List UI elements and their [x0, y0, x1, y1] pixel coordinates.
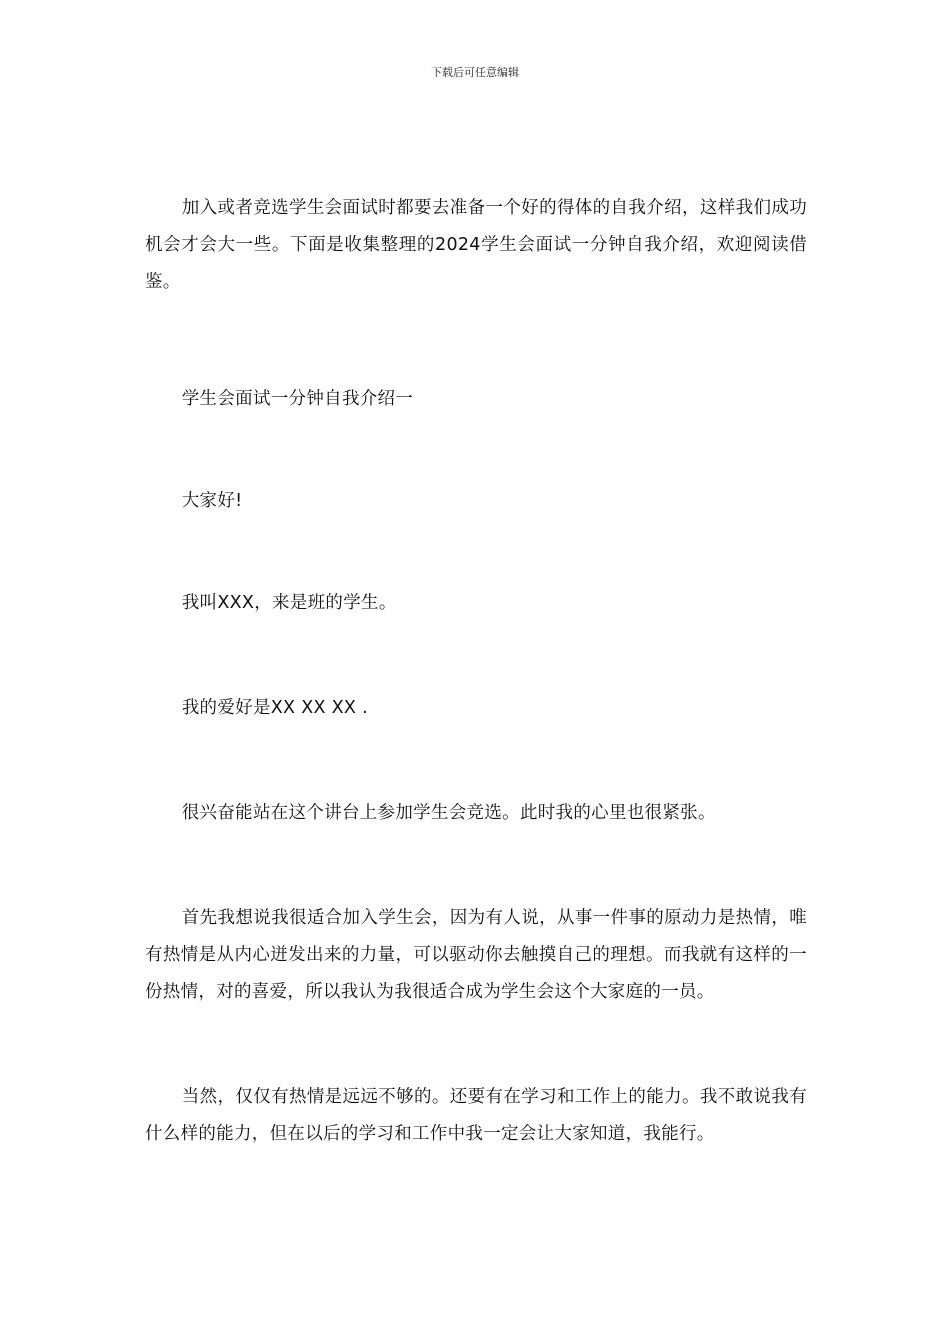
greeting-paragraph: 大家好! — [181, 491, 243, 511]
section-title: 学生会面试一分钟自我介绍一 — [181, 389, 414, 409]
passion-paragraph: 首先我想说我很适合加入学生会，因为有人说，从事一件事的原动力是热情，唯有热情是从内心迸发出来的力量，可以驱动你去触摸自己的理想。而我就有这样的一份热情，对的喜爱，所以我认为我很适合成为学生会这个大家庭的一员。 — [145, 908, 807, 1002]
ability-paragraph: 当然，仅仅有热情是远远不够的。还要有在学习和工作上的能力。我不敢说我有什么样的能力，但在以后的学习和工作中我一定会让大家知道，我能行。 — [145, 1087, 807, 1144]
page-header-note: 下载后可任意编辑 — [431, 66, 519, 79]
document-body — [145, 190, 807, 1153]
name-paragraph: 我叫XXX，来是班的学生。 — [181, 593, 397, 613]
intro-paragraph: 加入或者竞选学生会面试时都要去准备一个好的得体的自我介绍，这样我们成功机会才会大一些。下面是收集整理的2024学生会面试一分钟自我介绍，欢迎阅读借鉴。 — [145, 198, 807, 292]
hobby-paragraph: 我的爱好是XX XX XX . — [181, 698, 368, 718]
excitement-paragraph: 很兴奋能站在这个讲台上参加学生会竞选。此时我的心里也很紧张。 — [181, 803, 716, 823]
